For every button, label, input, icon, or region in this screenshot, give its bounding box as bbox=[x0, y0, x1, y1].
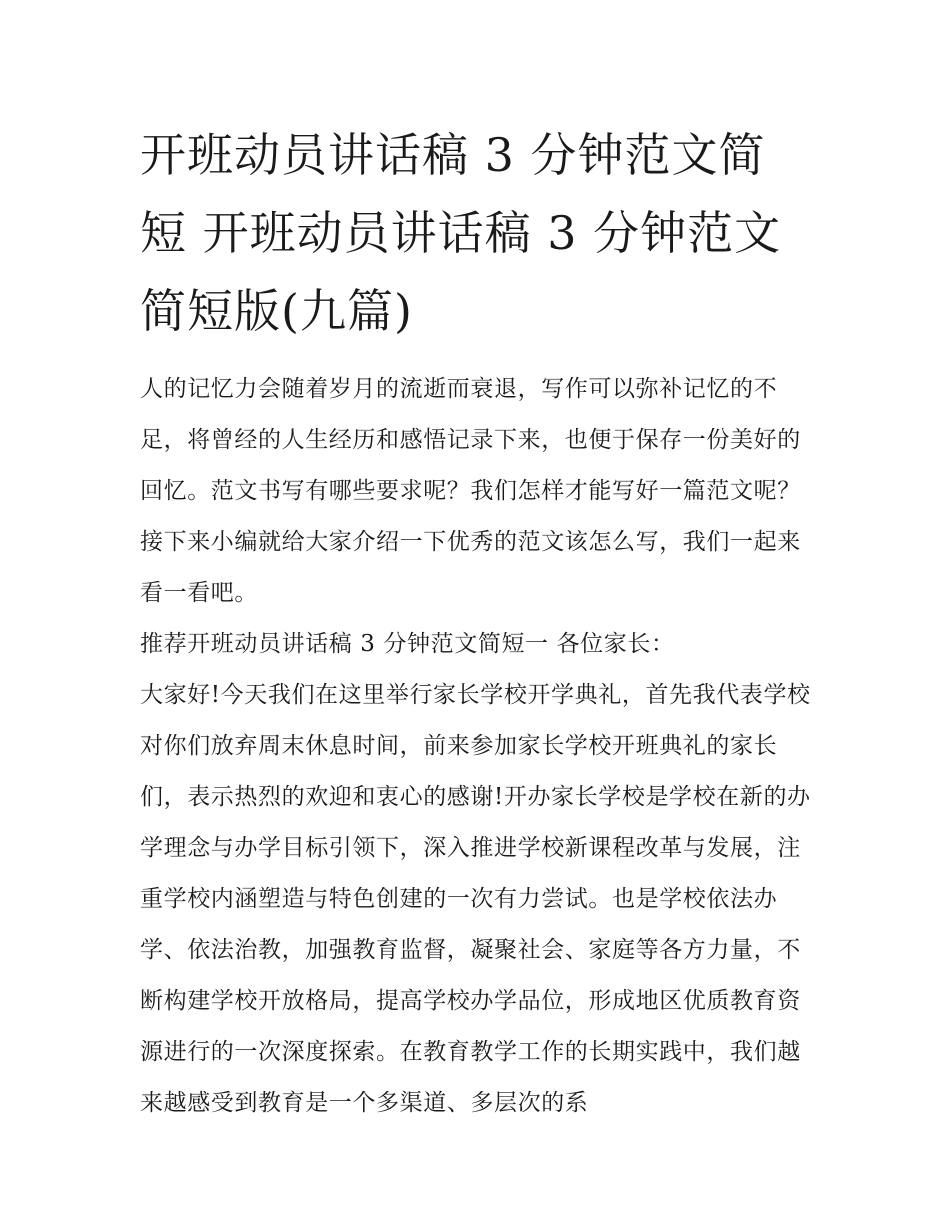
document-title: 开班动员讲话稿 3 分钟范文简短 开班动员讲话稿 3 分钟范文简短版(九篇) bbox=[140, 128, 782, 338]
intro-paragraph: 人的记忆力会随着岁月的流逝而衰退，写作可以弥补记忆的不足，将曾经的人生经历和感悟记录下来，也便于保存一份美好的回忆。范文书写有哪些要求呢？我们怎样才能写好一篇范文呢？接下来小编就给大家介绍一下优秀的范文该怎么写，我们一起来看一看吧。 bbox=[140, 376, 801, 606]
document-body bbox=[140, 364, 812, 1129]
document-content bbox=[140, 116, 812, 1129]
speech-paragraph: 大家好!今天我们在这里举行家长学校开学典礼，首先我代表学校对你们放弃周末休息时间，前来参加家长学校开班典礼的家长们，表示热烈的欢迎和衷心的感谢!开办家长学校是学校在新的办学理念与办学目标引领下，深入推进学校新课程改革与发展，注重学校内涵塑造与特色创建的一次有力尝试。也是学校依法办学、依法治教，加强教育监督，凝聚社会、家庭等各方力量，不断构建学校开放格局，提高学校办学品位，形成地区优质教育资源进行的一次深度探索。在教育教学工作的长期实践中，我们越来越感受到教育是一个多渠道、多层次的系 bbox=[140, 682, 811, 1116]
section-heading-paragraph: 推荐开班动员讲话稿 3 分钟范文简短一 各位家长： bbox=[140, 631, 675, 657]
